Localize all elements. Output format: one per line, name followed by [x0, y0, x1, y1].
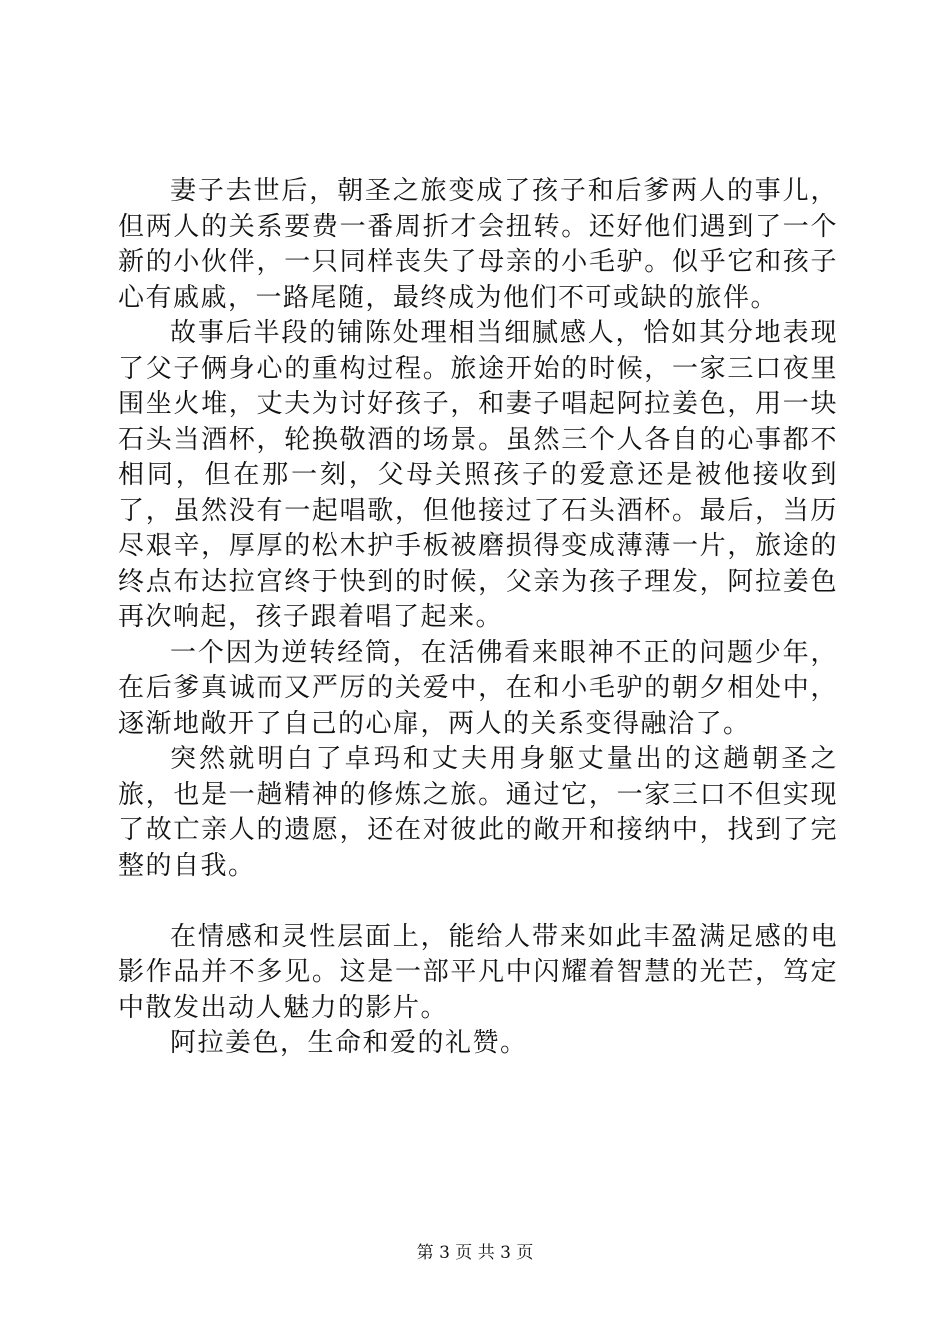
paragraph: 一个因为逆转经筒，在活佛看来眼神不正的问题少年，在后爹真诚而又严厉的关爱中，在和小毛驴的朝夕相处中，逐渐地敞开了自己的心扉，两人的关系变得融洽了。 — [118, 637, 838, 739]
paragraph: 在情感和灵性层面上，能给人带来如此丰盈满足感的电影作品并不多见。这是一部平凡中闪耀着智慧的光芒，笃定中散发出动人魅力的影片。 — [118, 921, 838, 1023]
paragraph: 妻子去世后，朝圣之旅变成了孩子和后爹两人的事儿，但两人的关系要费一番周折才会扭转。还好他们遇到了一个新的小伙伴，一只同样丧失了母亲的小毛驴。似乎它和孩子心有戚戚，一路尾随，最终成为他们不可或缺的旅伴。 — [118, 176, 838, 313]
paragraph: 阿拉姜色，生命和爱的礼赞。 — [170, 1028, 528, 1058]
paragraph: 故事后半段的铺陈处理相当细腻感人，恰如其分地表现了父子俩身心的重构过程。旅途开始的时候，一家三口夜里围坐火堆，丈夫为讨好孩子，和妻子唱起阿拉姜色，用一块石头当酒杯，轮换敬酒的场景。虽然三个人各自的心事都不相同，但在那一刻，父母关照孩子的爱意还是被他接收到了，虽然没有一起唱歌，但他接过了石头酒杯。最后，当历尽艰辛，厚厚的松木护手板被磨损得变成薄薄一片，旅途的终点布达拉宫终于快到的时候，父亲为孩子理发，阿拉姜色再次响起，孩子跟着唱了起来。 — [118, 318, 838, 632]
page-number-footer: 第 3 页 共 3 页 — [416, 1243, 534, 1263]
paragraph-spacer — [118, 884, 838, 920]
paragraph: 突然就明白了卓玛和丈夫用身躯丈量出的这趟朝圣之旅，也是一趟精神的修炼之旅。通过它，一家三口不但实现了故亡亲人的遗愿，还在对彼此的敞开和接纳中，找到了完整的自我。 — [118, 744, 838, 881]
article-body — [118, 174, 838, 1062]
